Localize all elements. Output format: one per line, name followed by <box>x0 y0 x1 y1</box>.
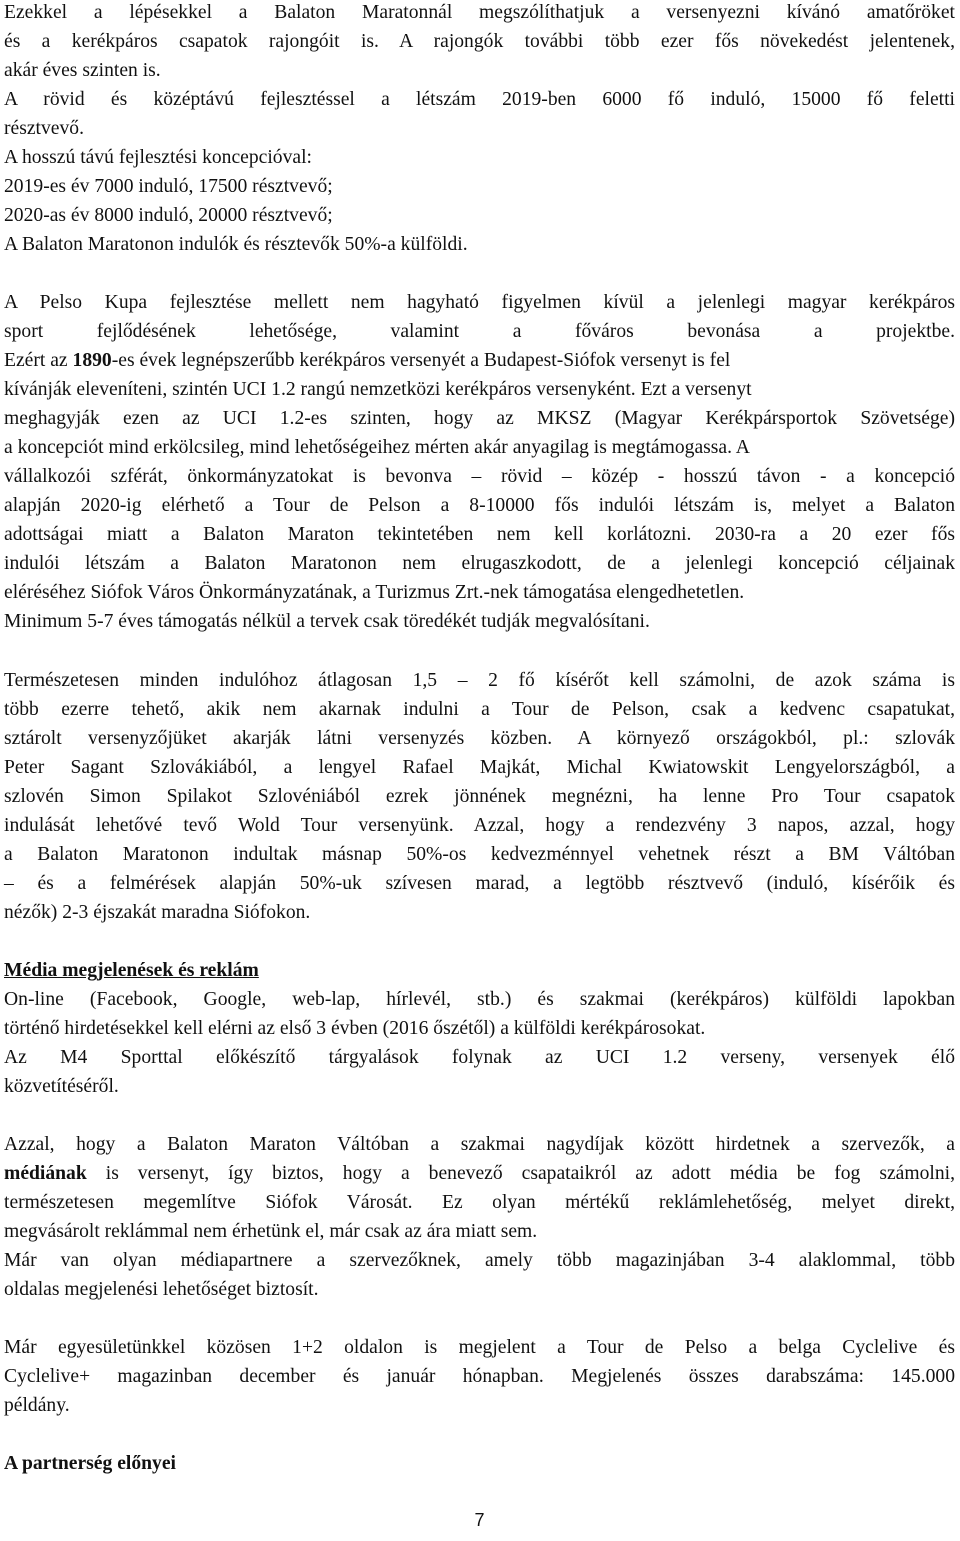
text-line: Cyclelive+ magazinban december és január hónapban. Megjelenés összes darabszáma: 145.000 <box>4 1366 955 1387</box>
text-run: Ezért az <box>4 350 73 371</box>
text-line: a Balaton Maratonon indultak másnap 50%-os kedvezménnyel vehetnek részt a BM Váltóban <box>4 844 955 865</box>
text-line: akár éves szinten is. <box>4 60 161 81</box>
text-line: eléréséhez Siófok Város Önkormányzatának, a Turizmus Zrt.-nek támogatása elengedhetetlen. <box>4 582 745 603</box>
text-line: indulói létszám a Balaton Maratonon nem elrugaszkodott, de a jelenlegi koncepció céljainak <box>4 553 955 574</box>
text-line: szlovén Simon Spilakot Szlovéniából ezrek jönnének megnézni, ha lenne Pro Tour csapatok <box>4 786 955 807</box>
text-line: Minimum 5-7 éves támogatás nélkül a tervek csak töredékét tudják megvalósítani. <box>4 611 650 632</box>
text-line: adottságai miatt a Balaton Maraton tekintetében nem kell korlátozni. 2030-ra a 20 ezer fős <box>4 524 955 545</box>
text-line: résztvevő. <box>4 118 84 139</box>
text-line: meghagyják ezen az UCI 1.2-es szinten, hogy az MKSZ (Magyar Kerékpársportok Szövetsége) <box>4 408 955 429</box>
text-line: történő hirdetésekkel kell elérni az első 3 évben (2016 őszétől) a külföldi kerékpárosokat. <box>4 1018 706 1039</box>
text-line: Peter Sagant Szlovákiából, a lengyel Rafael Majkát, Michal Kwiatowskit Lengyelországból, a <box>4 757 955 778</box>
text-line: On-line (Facebook, Google, web-lap, hírlevél, stb.) és szakmai (kerékpáros) külföldi lapokban <box>4 989 955 1010</box>
text-line: Az M4 Sporttal előkészítő tárgyalások folynak az UCI 1.2 verseny, versenyek élő <box>4 1047 955 1068</box>
text-line: nézők) 2-3 éjszakát maradna Siófokon. <box>4 902 311 923</box>
text-line: Ezekkel a lépésekkel a Balaton Maratonnál megszólíthatjuk a versenyezni kívánó amatőröket <box>4 2 955 23</box>
text-line <box>4 346 955 375</box>
text-line: kívánják eleveníteni, szintén UCI 1.2 rangú nemzetközi kerékpáros versenyként. Ezt a versenyt <box>4 379 752 400</box>
text-line: a koncepciót mind erkölcsileg, mind lehetőségeihez mérten akár anyagilag is megtámogassa. A <box>4 437 750 458</box>
text-line: 2019-es év 7000 induló, 17500 résztvevő; <box>4 176 333 197</box>
section-heading: Média megjelenések és reklám <box>4 960 259 981</box>
text-line: több ezerre tehető, akik nem akarnak indulni a Tour de Pelson, csak a kedvenc csapatukat, <box>4 699 955 720</box>
section-heading: A partnerség előnyei <box>4 1453 176 1474</box>
text-line: – és a felmérések alapján 50%-uk szívesen marad, a legtöbb résztvevő (induló, kísérőik és <box>4 873 955 894</box>
text-line: megvásárolt reklámmal nem érhetünk el, már csak az ára miatt sem. <box>4 1221 538 1242</box>
text-line: természetesen megemlítve Siófok Városát. Ez olyan mértékű reklámlehetőség, melyet direkt, <box>4 1192 955 1213</box>
text-line: sport fejlődésének lehetősége, valamint a főváros bevonása a projektbe. <box>4 321 955 342</box>
text-line: sztárolt versenyzőjüket akarják látni versenyzés közben. A környező országokból, pl.: szlovák <box>4 728 955 749</box>
text-line: Azzal, hogy a Balaton Maraton Váltóban a szakmai nagydíjak között hirdetnek a szervezők, a <box>4 1134 955 1155</box>
text-line: oldalas megjelenési lehetőséget biztosít. <box>4 1279 319 1300</box>
text-line: A Pelso Kupa fejlesztése mellett nem hagyható figyelmen kívül a jelenlegi magyar kerékpáros <box>4 292 955 313</box>
text-line: 2020-as év 8000 induló, 20000 résztvevő; <box>4 205 333 226</box>
text-line <box>4 1159 955 1188</box>
text-line: A Balaton Maratonon indulók és résztevők 50%-a külföldi. <box>4 234 468 255</box>
text-line: és a kerékpáros csapatok rajongóit is. A rajongók további több ezer fős növekedést jelentenek, <box>4 31 955 52</box>
text-line: A rövid és középtávú fejlesztéssel a létszám 2019-ben 6000 fő induló, 15000 fő feletti <box>4 89 955 110</box>
bold-year: 1890 <box>72 350 112 371</box>
text-line: vállalkozói szférát, önkormányzatokat is bevonva – rövid – közép - hosszú távon - a koncepció <box>4 466 955 487</box>
page-number: 7 <box>474 1510 485 1530</box>
text-line: Természetesen minden indulóhoz átlagosan 1,5 – 2 fő kísérőt kell számolni, de azok száma is <box>4 670 955 691</box>
text-run: is versenyt, így biztos, hogy a benevező csapataikról az adott média be fog számolni, <box>86 1163 955 1184</box>
text-line: indulását lehetővé tevő Wold Tour versenyünk. Azzal, hogy a rendezvény 3 napos, azzal, hogy <box>4 815 955 836</box>
text-line: példány. <box>4 1395 70 1416</box>
text-line: Már egyesületünkkel közösen 1+2 oldalon is megjelent a Tour de Pelso a belga Cyclelive és <box>4 1337 955 1358</box>
text-line: Már van olyan médiapartnere a szervezőknek, amely több magazinjában 3-4 alaklommal, több <box>4 1250 955 1271</box>
text-line: közvetítéséről. <box>4 1076 119 1097</box>
text-run: -es évek legnépszerűbb kerékpáros versenyét a Budapest-Siófok versenyt is fel <box>111 350 731 371</box>
text-line: alapján 2020-ig elérhető a Tour de Pelson a 8-10000 fős indulói létszám is, melyet a Balaton <box>4 495 955 516</box>
bold-term: médiának <box>4 1163 87 1184</box>
text-line: A hosszú távú fejlesztési koncepcióval: <box>4 147 312 168</box>
